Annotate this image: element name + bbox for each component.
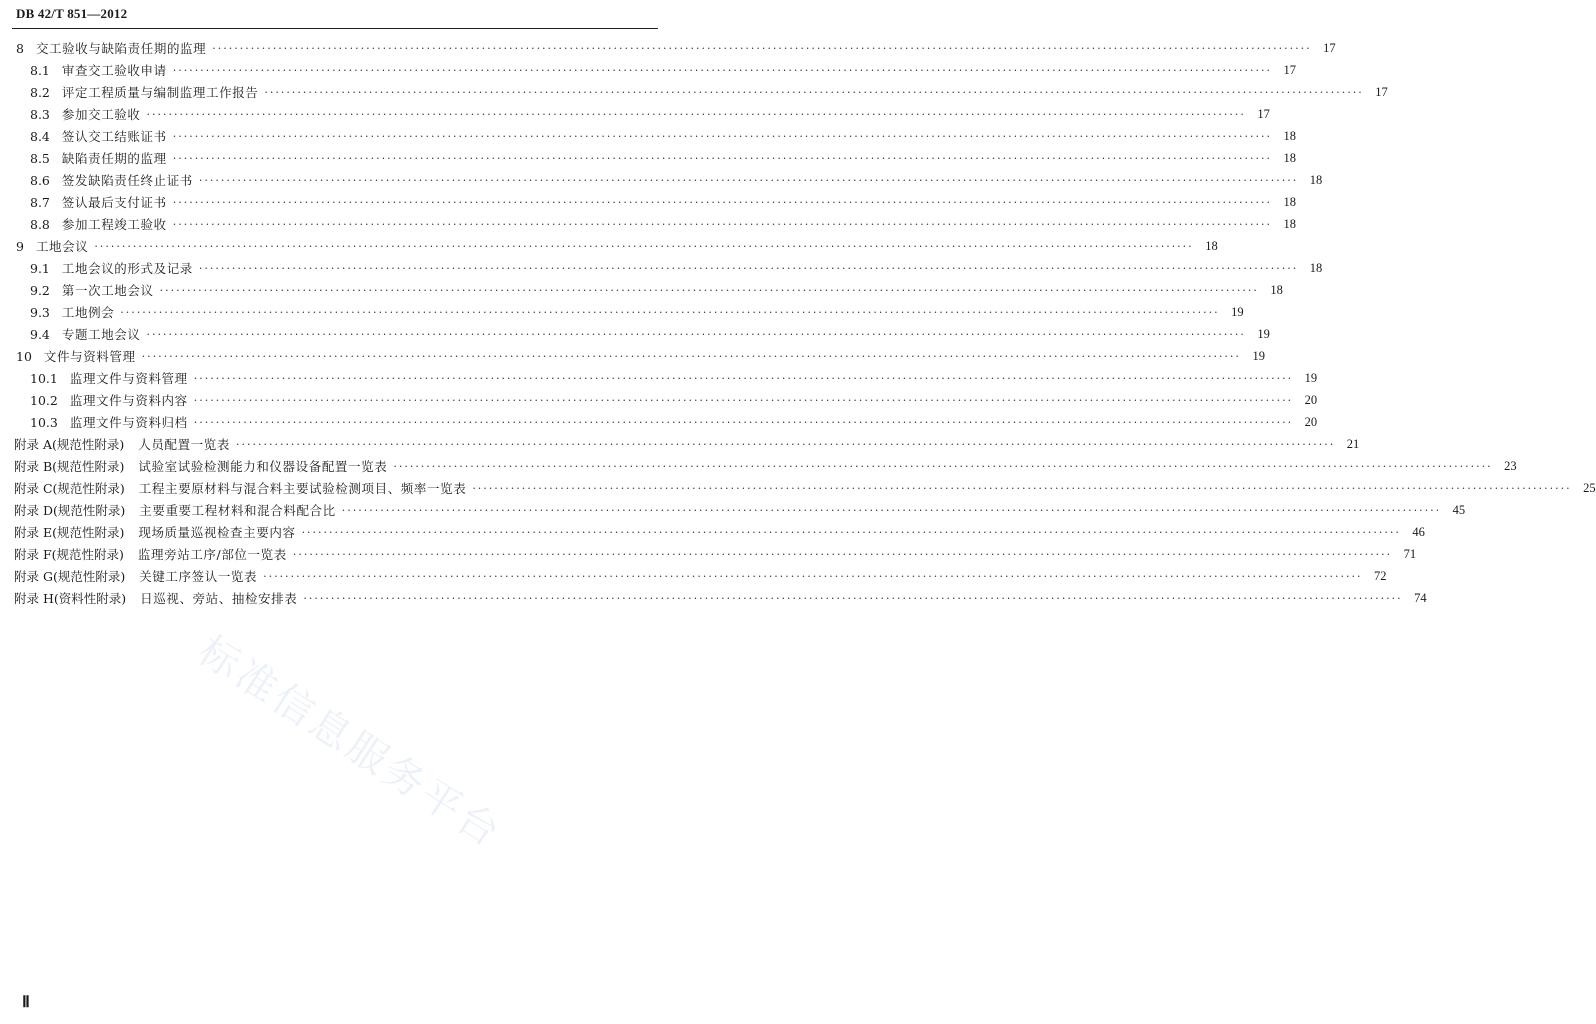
toc-entry[interactable] xyxy=(0,345,1265,367)
toc-entry-page: 19 xyxy=(1304,370,1318,385)
toc-entry-page: 17 xyxy=(1257,106,1270,121)
dot-leader: ········································································································································································································ xyxy=(301,525,1401,539)
toc-entry-page: 21 xyxy=(1346,436,1360,451)
toc-entry-page: 17 xyxy=(1323,40,1336,55)
toc-entry-number: 附录 D(规范性附录) xyxy=(14,503,126,518)
toc-entry-number: 10 xyxy=(16,348,32,364)
toc-entry-number: 9 xyxy=(16,238,24,254)
dot-leader: ········································································································································································································ xyxy=(172,129,1273,143)
toc-entry-title: 日巡视、旁站、抽检安排表 xyxy=(140,591,298,606)
toc-entry-number: 10.3 xyxy=(30,414,58,430)
toc-entry-page: 18 xyxy=(1283,216,1297,231)
toc-entry-page: 18 xyxy=(1309,260,1323,275)
toc-appendix-entry[interactable] xyxy=(0,565,1387,587)
toc-entry-title: 签发缺陷责任终止证书 xyxy=(61,173,193,188)
toc-entry-number: 8.4 xyxy=(30,128,50,144)
toc-entry-title: 工地会议 xyxy=(35,239,89,254)
toc-entry-title: 监理文件与资料管理 xyxy=(69,371,188,386)
dot-leader: ········································································································································································································ xyxy=(120,305,1220,319)
toc-entry-title: 工地例会 xyxy=(61,305,115,320)
toc-entry-page: 19 xyxy=(1252,348,1265,363)
dot-leader: ········································································································································································································ xyxy=(198,261,1299,275)
dot-leader: ········································································································································································································ xyxy=(212,41,1312,55)
dot-leader: ········································································································································································································ xyxy=(146,107,1246,121)
toc-entry-title: 监理文件与资料归档 xyxy=(69,415,188,430)
toc-entry-number: 8.7 xyxy=(30,194,50,210)
toc-entry[interactable] xyxy=(0,37,1336,59)
document-id: DB 42/T 851—2012 xyxy=(16,6,128,21)
toc-entry-title: 审查交工验收申请 xyxy=(61,63,167,78)
toc-entry-number: 附录 A(规范性附录) xyxy=(14,437,125,452)
header-rule xyxy=(12,28,658,29)
dot-leader: ········································································································································································································ xyxy=(193,393,1294,407)
dot-leader: ········································································································································································································ xyxy=(172,151,1273,165)
toc-entry-page: 20 xyxy=(1304,392,1318,407)
toc-entry-title: 试验室试验检测能力和仪器设备配置一览表 xyxy=(138,459,388,474)
toc-entry-title: 签认交工结账证书 xyxy=(61,129,167,144)
toc-appendix-entry[interactable] xyxy=(0,455,1517,477)
dot-leader: ········································································································································································································ xyxy=(263,569,1363,583)
toc-entry-title: 评定工程质量与编制监理工作报告 xyxy=(61,85,259,100)
dot-leader: ········································································································································································································ xyxy=(141,349,1241,363)
toc-entry-page: 20 xyxy=(1304,414,1318,429)
toc-entry-title: 监理文件与资料内容 xyxy=(69,393,188,408)
toc-entry-title: 第一次工地会议 xyxy=(61,283,154,298)
toc-entry-page: 18 xyxy=(1283,128,1297,143)
toc-entry-number: 8.6 xyxy=(30,172,50,188)
toc-appendix-entry[interactable] xyxy=(0,499,1466,521)
toc-entry-title: 主要重要工程材料和混合料配合比 xyxy=(139,503,336,518)
toc-entry-page: 25 xyxy=(1583,480,1596,495)
toc-entry-number: 9.2 xyxy=(30,282,50,298)
toc-entry-page: 46 xyxy=(1412,524,1425,539)
dot-leader: ········································································································································································································ xyxy=(172,217,1273,231)
watermark: 标准信息服务平台 xyxy=(190,627,511,858)
toc-entry-number: 9.1 xyxy=(30,260,50,276)
toc-entry[interactable] xyxy=(0,147,1297,169)
dot-leader: ········································································································································································································ xyxy=(292,547,1393,561)
toc-entry-page: 18 xyxy=(1283,150,1297,165)
dot-leader: ········································································································································································································ xyxy=(193,415,1294,429)
toc-entry-title: 人员配置一览表 xyxy=(138,437,230,452)
toc-entry[interactable] xyxy=(0,59,1297,81)
toc-entry[interactable] xyxy=(0,235,1218,257)
toc-entry-number: 附录 B(规范性附录) xyxy=(14,459,125,474)
toc-entry-page: 17 xyxy=(1375,84,1388,99)
toc-entry[interactable] xyxy=(0,169,1323,191)
toc-appendix-entry[interactable] xyxy=(0,587,1427,609)
toc-entry-page: 18 xyxy=(1270,282,1283,297)
toc-entry-page: 17 xyxy=(1283,62,1297,77)
dot-leader: ········································································································································································································ xyxy=(172,63,1273,77)
toc-entry[interactable] xyxy=(0,191,1297,213)
toc-entry[interactable] xyxy=(0,411,1318,433)
toc-entry[interactable] xyxy=(0,323,1270,345)
toc-entry-number: 附录 G(规范性附录) xyxy=(14,569,126,584)
toc-entry-title: 现场质量巡视检查主要内容 xyxy=(138,525,296,540)
toc-entry[interactable] xyxy=(0,279,1283,301)
toc-entry[interactable] xyxy=(0,213,1297,235)
toc-entry-number: 8.3 xyxy=(30,106,50,122)
toc-entry-number: 附录 E(规范性附录) xyxy=(14,525,125,540)
toc-entry-title: 工程主要原材料与混合料主要试验检测项目、频率一览表 xyxy=(138,481,467,496)
toc-entry[interactable] xyxy=(0,367,1318,389)
dot-leader: ········································································································································································································ xyxy=(94,239,1194,253)
toc-entry-number: 8 xyxy=(16,40,24,56)
toc-appendix-entry[interactable] xyxy=(0,433,1360,455)
toc-entry[interactable] xyxy=(0,301,1244,323)
dot-leader: ········································································································································································································ xyxy=(146,327,1246,341)
toc-entry-page: 19 xyxy=(1231,304,1244,319)
toc-entry-number: 9.3 xyxy=(30,304,50,320)
toc-entry-number: 附录 H(资料性附录) xyxy=(14,591,127,606)
toc-entry-title: 专题工地会议 xyxy=(61,327,141,342)
toc-entry-number: 附录 F(规范性附录) xyxy=(14,547,124,562)
dot-leader: ········································································································································································································ xyxy=(198,173,1299,187)
toc-entry-title: 监理旁站工序/部位一览表 xyxy=(137,547,287,562)
toc-entry-page: 71 xyxy=(1403,546,1417,561)
toc-appendix-entry[interactable] xyxy=(0,543,1417,565)
toc-entry-title: 工地会议的形式及记录 xyxy=(61,261,193,276)
toc-entry[interactable] xyxy=(0,125,1297,147)
toc-entry-number: 8.5 xyxy=(30,150,50,166)
toc-entry-number: 10.1 xyxy=(30,370,58,386)
toc-appendix-entry[interactable] xyxy=(0,477,1596,499)
toc-entry-title: 文件与资料管理 xyxy=(43,349,136,364)
dot-leader: ········································································································································································································ xyxy=(193,371,1294,385)
toc-entry-title: 签认最后支付证书 xyxy=(61,195,167,210)
toc-entry-title: 关键工序签认一览表 xyxy=(139,569,258,584)
dot-leader: ········································································································································································································ xyxy=(159,283,1259,297)
dot-leader: ········································································································································································································ xyxy=(472,481,1572,495)
toc-appendix-entry[interactable] xyxy=(0,521,1425,543)
toc-entry-number: 8.1 xyxy=(30,62,50,78)
toc-entry-page: 18 xyxy=(1283,194,1297,209)
toc-entry-title: 参加工程竣工验收 xyxy=(61,217,167,232)
toc-entry-page: 18 xyxy=(1309,172,1323,187)
toc-entry[interactable] xyxy=(0,81,1388,103)
dot-leader: ········································································································································································································ xyxy=(172,195,1273,209)
toc-entry[interactable] xyxy=(0,257,1323,279)
toc-entry-number: 附录 C(规范性附录) xyxy=(14,481,125,496)
toc-entry[interactable] xyxy=(0,389,1318,411)
toc-entry[interactable] xyxy=(0,103,1270,125)
page-number: Ⅱ xyxy=(22,994,30,1011)
toc-entry-title: 参加交工验收 xyxy=(61,107,141,122)
toc-entry-number: 8.2 xyxy=(30,84,50,100)
dot-leader: ········································································································································································································ xyxy=(264,85,1364,99)
toc-entry-number: 10.2 xyxy=(30,392,58,408)
toc-entry-page: 19 xyxy=(1257,326,1270,341)
toc-entry-page: 23 xyxy=(1504,458,1517,473)
dot-leader: ········································································································································································································ xyxy=(235,437,1336,451)
toc-entry-page: 74 xyxy=(1414,590,1427,605)
toc-entry-page: 45 xyxy=(1452,502,1466,517)
toc-entry-page: 18 xyxy=(1205,238,1218,253)
dot-leader: ········································································································································································································ xyxy=(393,459,1493,473)
toc-entry-title: 交工验收与缺陷责任期的监理 xyxy=(35,41,207,56)
dot-leader: ········································································································································································································ xyxy=(303,591,1403,605)
toc-entry-page: 72 xyxy=(1373,568,1387,583)
toc-entry-title: 缺陷责任期的监理 xyxy=(61,151,167,166)
toc-entry-number: 9.4 xyxy=(30,326,50,342)
dot-leader: ········································································································································································································ xyxy=(341,503,1442,517)
toc-entry-number: 8.8 xyxy=(30,216,50,232)
